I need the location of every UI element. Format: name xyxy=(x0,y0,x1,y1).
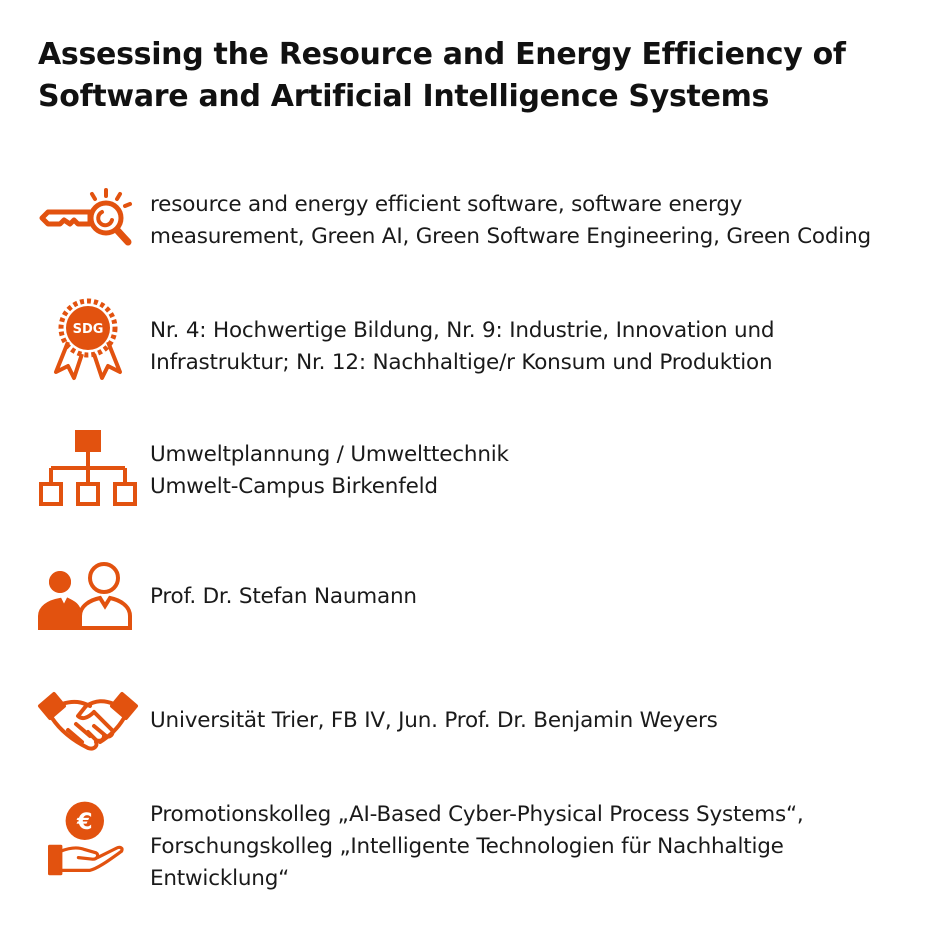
handshake-icon xyxy=(38,686,138,766)
supervisor-line-1: Prof. Dr. Stefan Naumann xyxy=(150,584,417,609)
funding-text xyxy=(150,799,910,895)
funding-line-3: Entwicklung“ xyxy=(150,866,290,891)
partner-text xyxy=(150,705,910,737)
sdg-award-ribbon-icon xyxy=(38,298,138,378)
org-chart-icon xyxy=(38,430,138,510)
page-title xyxy=(38,34,918,118)
keywords-line-2: measurement, Green AI, Green Software Engineering, Green Coding xyxy=(150,224,871,249)
key-magnifier-icon xyxy=(38,182,138,262)
sdg-line-1: Nr. 4: Hochwertige Bildung, Nr. 9: Industrie, Innovation und xyxy=(150,318,775,343)
department-text xyxy=(150,439,910,503)
department-line-2: Umwelt-Campus Birkenfeld xyxy=(150,474,438,499)
partner-line-1: Universität Trier, FB IV, Jun. Prof. Dr. Benjamin Weyers xyxy=(150,708,718,733)
euro-badge-text: € xyxy=(77,808,93,835)
funding-line-2: Forschungskolleg „Intelligente Technologien für Nachhaltige xyxy=(150,834,784,859)
supervisor-text xyxy=(150,581,910,613)
department-line-1: Umweltplannung / Umwelttechnik xyxy=(150,442,509,467)
sdg-text xyxy=(150,315,910,379)
funding-line-1: Promotionskolleg „AI-Based Cyber-Physical Process Systems“, xyxy=(150,802,804,827)
keywords-text xyxy=(150,189,910,253)
people-icon xyxy=(38,560,138,640)
sdg-line-2: Infrastruktur; Nr. 12: Nachhaltige/r Konsum und Produktion xyxy=(150,350,773,375)
keywords-line-1: resource and energy efficient software, software energy xyxy=(150,192,743,217)
page-title-line-1: Assessing the Resource and Energy Efficiency of xyxy=(38,37,846,72)
euro-coin-hand-icon xyxy=(38,800,138,880)
page-title-line-2: Software and Artificial Intelligence Systems xyxy=(38,79,770,114)
sdg-badge-text: SDG xyxy=(72,322,104,337)
